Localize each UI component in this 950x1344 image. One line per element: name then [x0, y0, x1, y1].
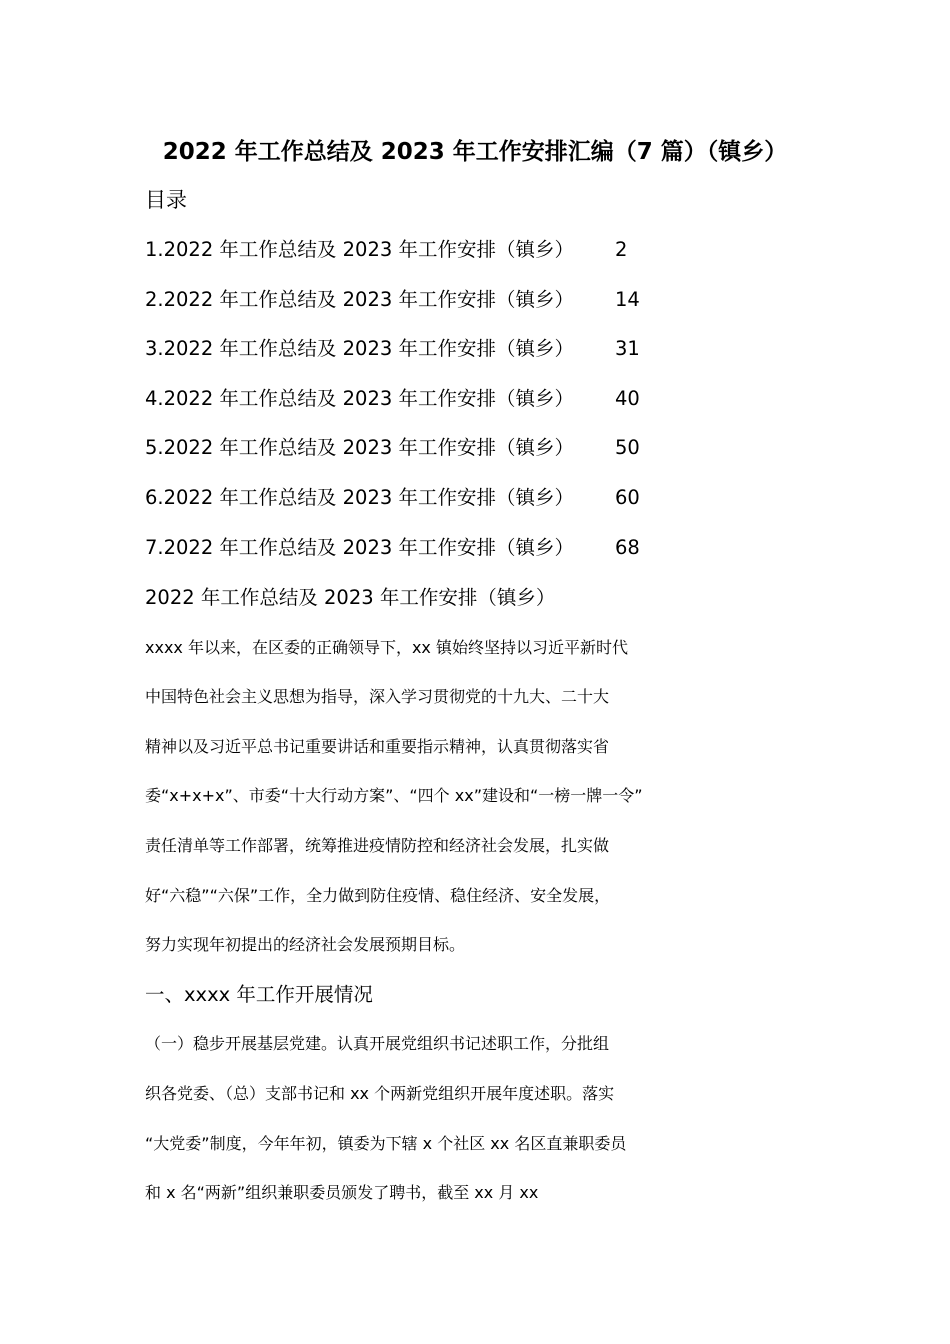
paragraph-line: 责任清单等工作部署，统筹推进疫情防控和经济社会发展，扎实做	[145, 835, 610, 855]
toc-entry-label: 3.2022 年工作总结及 2023 年工作安排（镇乡）	[145, 337, 574, 361]
intro-paragraph	[145, 630, 810, 977]
section-paragraph	[145, 1026, 810, 1224]
article-body	[145, 580, 810, 1225]
toc-heading: 目录	[145, 188, 187, 212]
paragraph-line: xxxx 年以来，在区委的正确领导下，xx 镇始终坚持以习近平新时代	[145, 637, 628, 657]
toc-entry-label: 2.2022 年工作总结及 2023 年工作安排（镇乡）	[145, 287, 574, 311]
paragraph-line: 织各党委、（总）支部书记和 xx 个两新党组织开展年度述职。落实	[145, 1083, 615, 1103]
toc-entry-page: 40	[615, 386, 640, 410]
paragraph-line: 和 x 名“两新”组织兼职委员颁发了聘书，截至 xx 月 xx	[145, 1183, 539, 1203]
toc-entry-label: 5.2022 年工作总结及 2023 年工作安排（镇乡）	[145, 436, 574, 460]
toc-entry[interactable]	[145, 282, 640, 332]
paragraph-line: 精神以及习近平总书记重要讲话和重要指示精神，认真贯彻落实省	[145, 736, 610, 756]
toc-entry-label: 7.2022 年工作总结及 2023 年工作安排（镇乡）	[145, 535, 574, 559]
toc-entry[interactable]	[145, 331, 640, 381]
toc-entry[interactable]	[145, 530, 640, 580]
toc-entry-page: 68	[615, 535, 640, 559]
toc-entry-page: 60	[615, 485, 640, 509]
toc-entry[interactable]	[145, 430, 640, 480]
paragraph-line: （一）稳步开展基层党建。认真开展党组织书记述职工作，分批组	[145, 1034, 610, 1054]
section-heading: 一、xxxx 年工作开展情况	[145, 982, 373, 1006]
toc-entry-page: 50	[615, 436, 640, 460]
document-title: 2022 年工作总结及 2023 年工作安排汇编（7 篇）（镇乡）	[162, 139, 788, 165]
table-of-contents	[145, 232, 640, 579]
toc-entry[interactable]	[145, 232, 640, 282]
toc-entry[interactable]	[145, 480, 640, 530]
toc-entry[interactable]	[145, 381, 640, 431]
paragraph-line: 委“x+x+x”、市委“十大行动方案”、“四个 xx”建设和“一榜一牌一令”	[145, 786, 643, 806]
toc-entry-label: 6.2022 年工作总结及 2023 年工作安排（镇乡）	[145, 485, 574, 509]
paragraph-line: 好“六稳”“六保”工作，全力做到防住疫情、稳住经济、安全发展，	[145, 885, 611, 905]
toc-entry-page: 31	[615, 337, 640, 361]
toc-entry-label: 1.2022 年工作总结及 2023 年工作安排（镇乡）	[145, 238, 574, 261]
toc-entry-label: 4.2022 年工作总结及 2023 年工作安排（镇乡）	[145, 386, 574, 410]
paragraph-line: “大党委”制度，今年年初，镇委为下辖 x 个社区 xx 名区直兼职委员	[145, 1133, 627, 1153]
article-title: 2022 年工作总结及 2023 年工作安排（镇乡）	[145, 586, 556, 609]
paragraph-line: 努力实现年初提出的经济社会发展预期目标。	[145, 935, 466, 955]
toc-entry-page: 14	[615, 287, 640, 311]
paragraph-line: 中国特色社会主义思想为指导，深入学习贯彻党的十九大、二十大	[145, 687, 610, 707]
toc-entry-page: 2	[615, 238, 628, 261]
